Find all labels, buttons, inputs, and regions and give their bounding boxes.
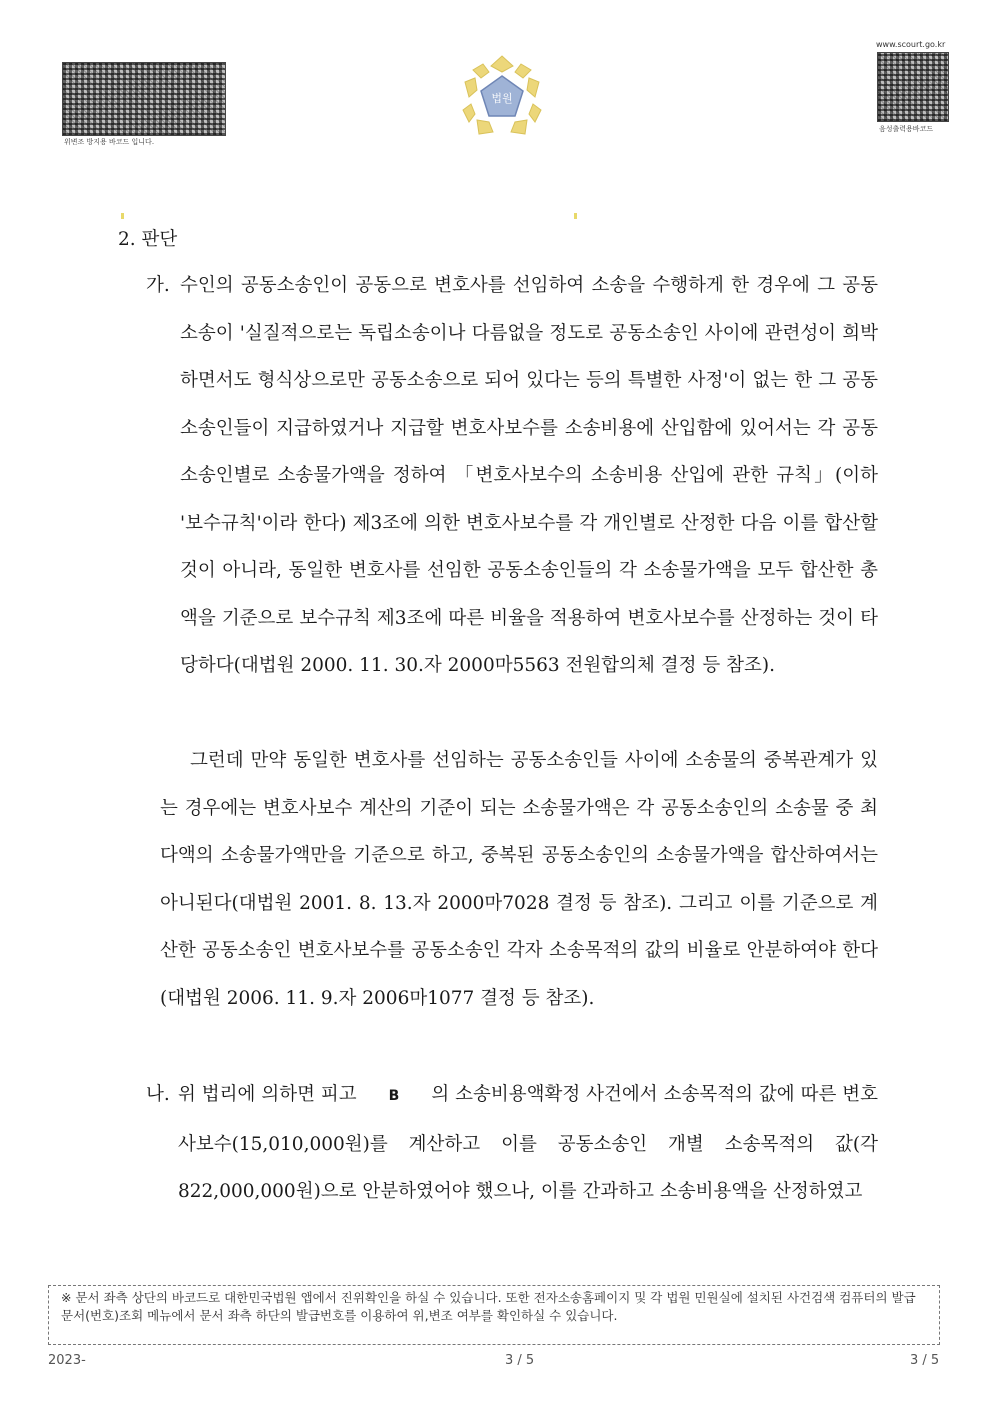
voice-output-barcode [877,52,949,122]
page-number-center: 3 / 5 [505,1353,535,1368]
item-marker-ga: 가. [146,275,170,296]
paragraph-ga-2: 그런데 만약 동일한 변호사를 선임하는 공동소송인들 사이에 소송물의 중복관계가 있는 경우에는 변호사보수 계산의 기준이 되는 소송물가액은 각 공동소송인의 소송물 중 최다액의 소송물가액만을 기준으로 하고, 중복된 공동소송인의 소송물가액을 합산하여서는 아니된다(대법원 2001. 8. 13.자 2000마7028 결정 등 참조). 그리고 이를 기준으로 계산한 공동소송인 변호사보수를 공동소송인 각자 소송목적의 값의 비율로 안분하여야 한다(대법원 2006. 11. 9.자 2006마1077 결정 등 참조). [160,750,878,1009]
authenticity-barcode [62,62,226,136]
emblem-text: 법원 [491,92,513,105]
paragraph-na-rest: 의 소송비용액확정 사건에서 소송목적의 값에 따른 변호사보수(15,010,000원)를 계산하고 이를 공동소송인 개별 소송목적의 값(각 822,000,000원)으로 안분하였어야 했으나, 이를 간과하고 소송비용액을 산정하였고 [178,1084,878,1202]
paragraph-na [178,1071,878,1216]
item-marker-na: 나. [146,1084,170,1105]
page-number-right: 3 / 5 [910,1353,940,1368]
court-url: www.scourt.go.kr [876,40,946,49]
paragraph-na-lead: 위 법리에 의하면 피고 [178,1084,357,1105]
authenticity-barcode-caption: 위변조 방지용 바코드 입니다. [64,138,155,146]
voice-output-barcode-caption: 음성출력용바코드 [879,125,934,133]
court-emblem [455,52,549,146]
party-name: B [388,1088,400,1104]
section-heading: 2. 판단 [118,229,178,250]
speckle [574,213,577,219]
verification-notice: ※ 문서 좌측 상단의 바코드로 대한민국법원 앱에서 진위확인을 하실 수 있습니다. 또한 전자소송홈페이지 및 각 법원 민원실에 설치된 사건검색 컴퓨터의 발급문서(번호)조회 메뉴에서 문서 좌측 하단의 발급번호를 이용하여 위,변조 여부를 확인하실 수 있습니다. [48,1285,940,1345]
paragraph-ga-1: 수인의 공동소송인이 공동으로 변호사를 선임하여 소송을 수행하게 한 경우에 그 공동소송이 '실질적으로는 독립소송이나 다름없을 정도로 공동소송인 사이에 관련성이 희박하면서도 형식상으로만 공동소송으로 되어 있다는 등의 특별한 사정'이 없는 한 그 공동소송인들이 지급하였거나 지급할 변호사보수를 소송비용에 산입함에 있어서는 각 공동소송인별로 소송물가액을 정하여 「변호사보수의 소송비용 산입에 관한 규칙」(이하 '보수규칙'이라 한다) 제3조에 의한 변호사보수를 각 개인별로 산정한 다음 이를 합산할 것이 아니라, 동일한 변호사를 선임한 공동소송인들의 각 소송물가액을 모두 합산한 총액을 기준으로 보수규칙 제3조에 따른 비율을 적용하여 변호사보수를 산정하는 것이 타당하다(대법원 2000. 11. 30.자 2000마5563 전원합의체 결정 등 참조). [180,275,878,676]
speckle [121,213,124,219]
issue-number: 2023- [48,1353,86,1368]
